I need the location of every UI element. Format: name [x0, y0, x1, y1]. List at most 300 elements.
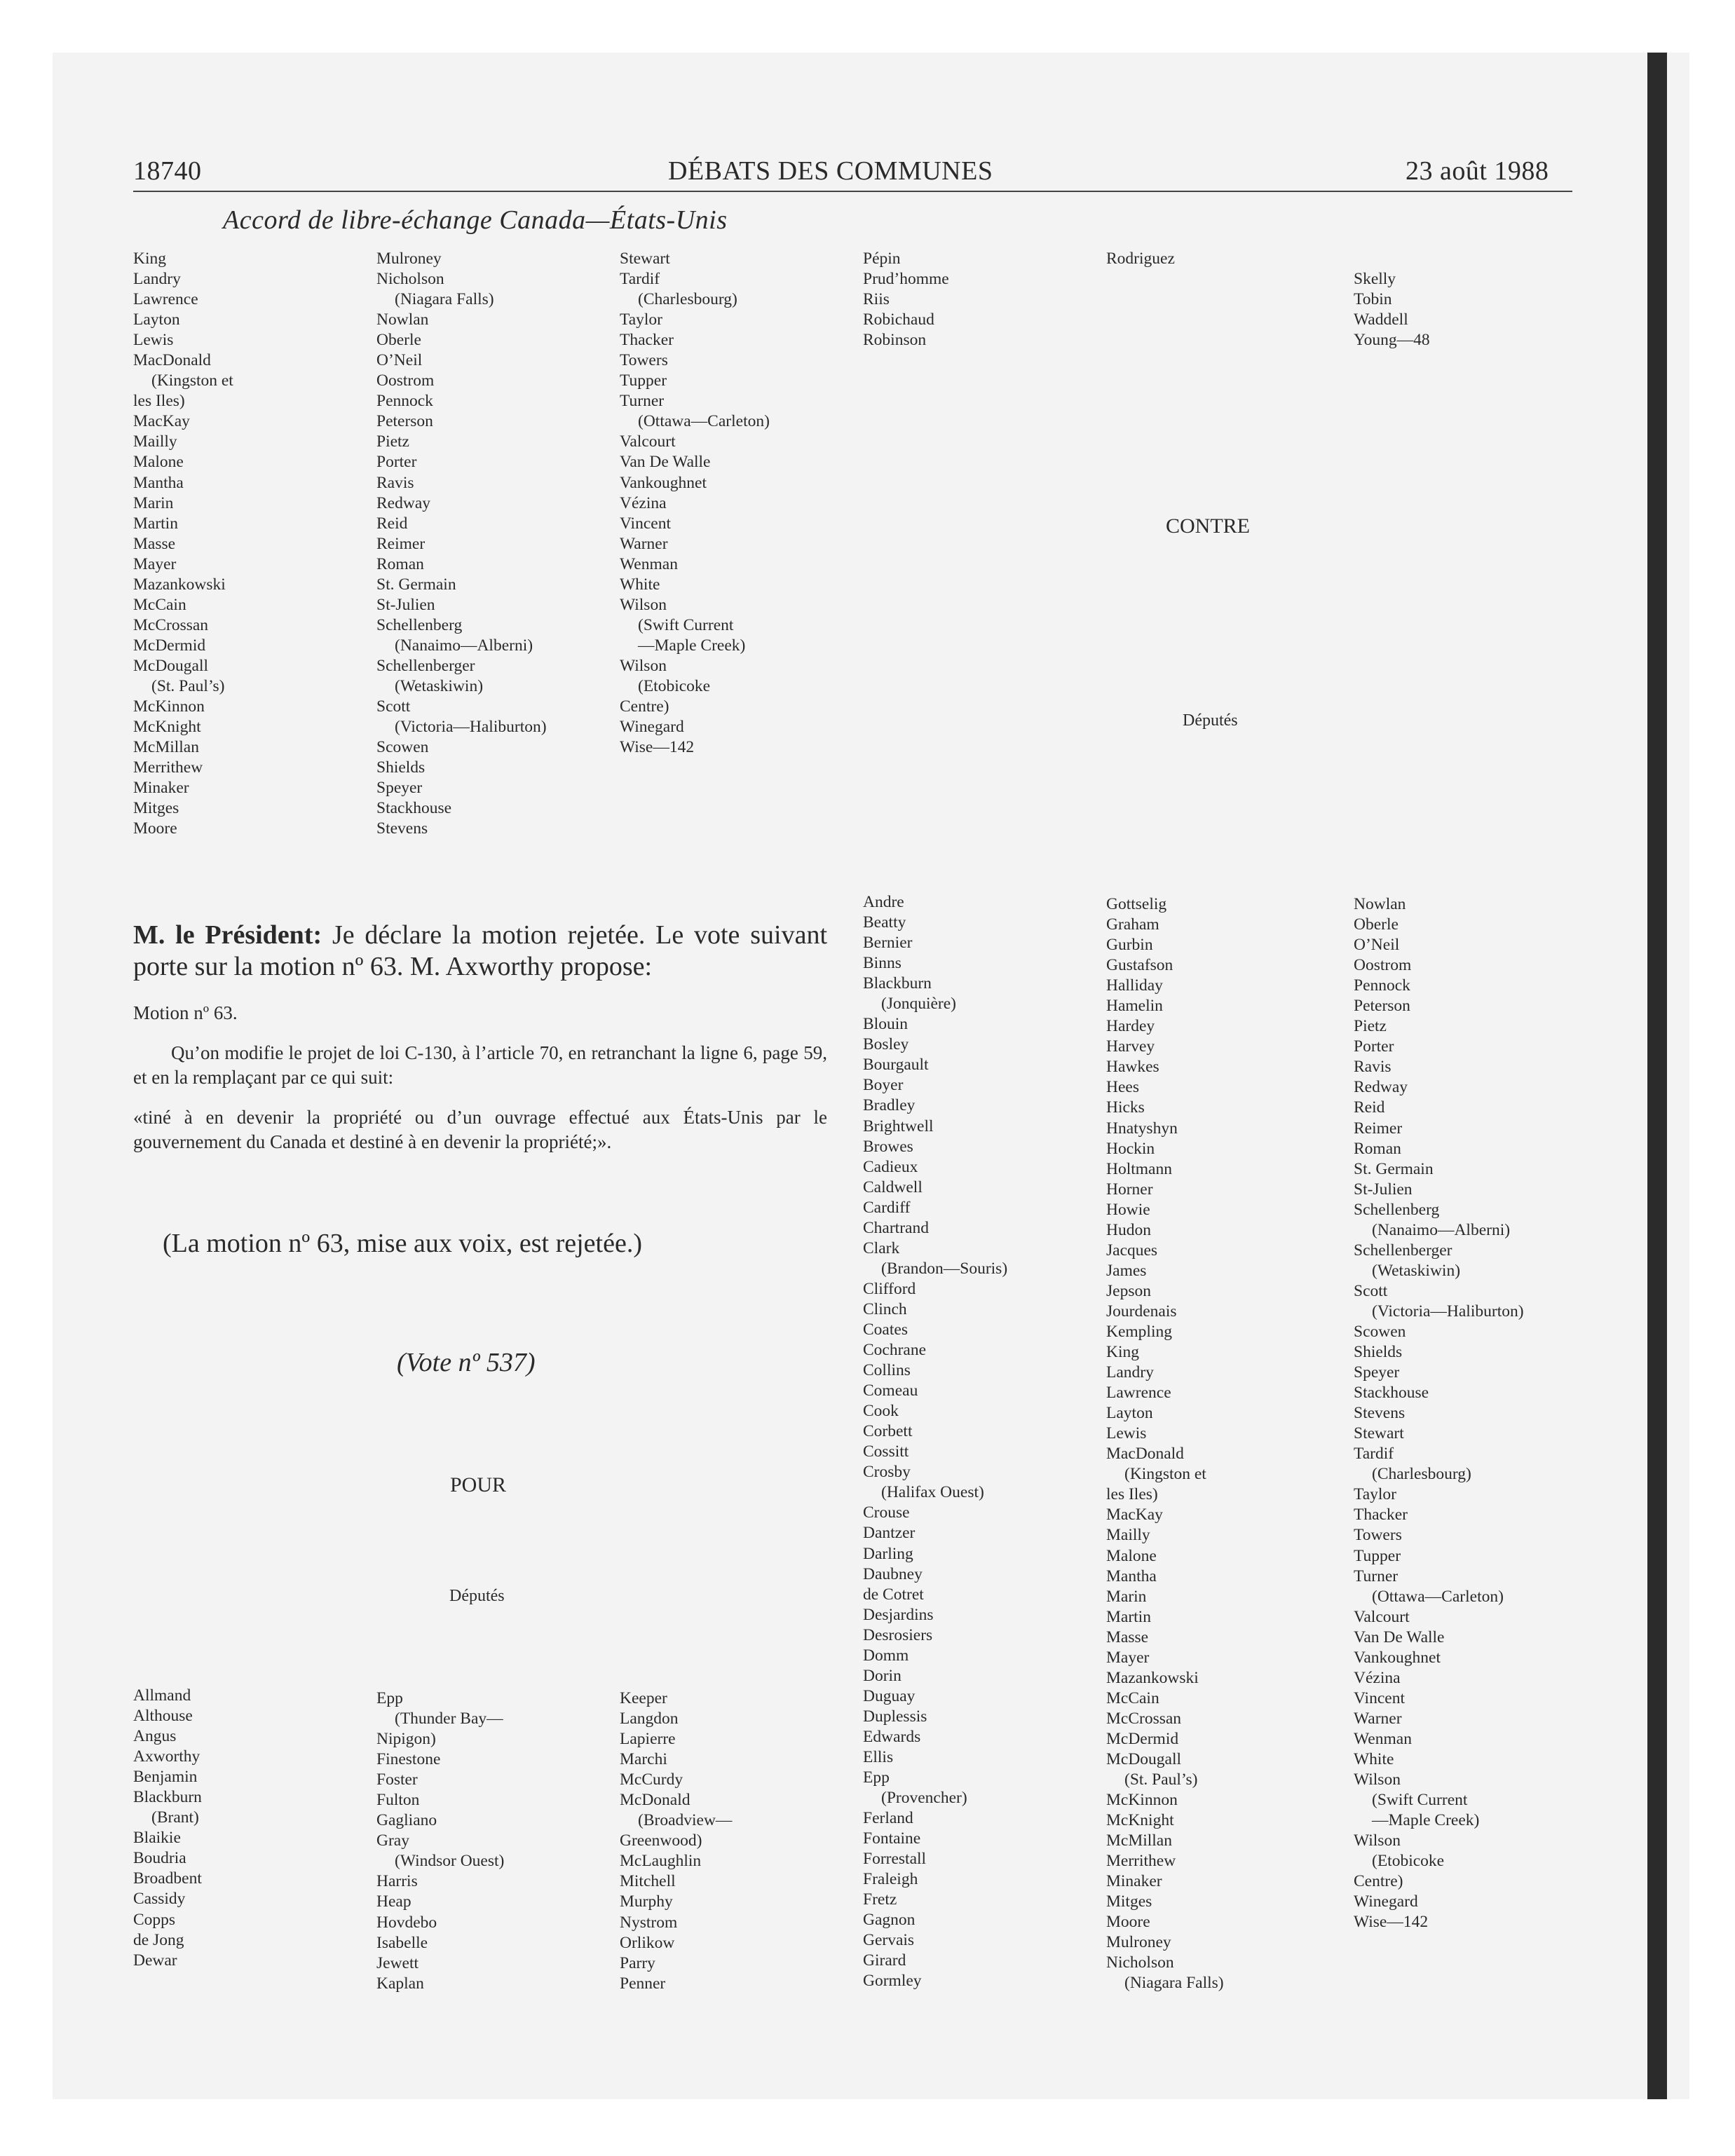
member-name: Mazankowski [133, 575, 226, 594]
member-name: Moore [133, 819, 177, 838]
member-name: Gagnon [863, 1911, 916, 1930]
member-name: Porter [376, 453, 417, 472]
member-name: Bradley [863, 1096, 916, 1115]
speaker-name: M. le Président: [133, 920, 322, 950]
member-name: Rodriguez [1106, 250, 1175, 268]
member-name: Layton [133, 311, 180, 329]
member-name: Langdon [620, 1710, 679, 1728]
member-name: Lewis [133, 331, 174, 350]
member-name: Oostrom [376, 371, 435, 390]
member-name: (Victoria—Haliburton) [1372, 1302, 1524, 1321]
member-name: White [620, 575, 660, 594]
member-name: Blaikie [133, 1829, 181, 1848]
member-name: Schellenberg [376, 615, 463, 634]
member-name: Winegard [1354, 1892, 1418, 1911]
member-name: (Charlesbourg) [1372, 1465, 1471, 1484]
member-name: Fretz [863, 1890, 897, 1909]
member-name: Broadbent [133, 1869, 202, 1888]
scan-edge [1647, 53, 1667, 2099]
member-name: Vincent [620, 514, 671, 533]
name-column [133, 1686, 202, 1971]
member-name: Comeau [863, 1381, 918, 1400]
member-name: Epp [376, 1689, 403, 1707]
member-name: (St. Paul’s) [151, 676, 225, 695]
member-name: Blackburn [133, 1788, 202, 1807]
member-name: Mantha [133, 473, 184, 492]
member-name: Mantha [1106, 1567, 1157, 1585]
member-name: Penner [620, 1974, 666, 1993]
member-name: Clark [863, 1239, 900, 1257]
member-name: Kempling [1106, 1322, 1172, 1341]
name-column [620, 1688, 732, 1994]
member-name: Valcourt [1354, 1607, 1410, 1626]
member-name: Tupper [620, 371, 667, 390]
member-name: Turner [620, 392, 665, 411]
member-name: Scott [1354, 1281, 1388, 1300]
member-name: Gagliano [376, 1811, 437, 1830]
member-name: (Nanaimo—Alberni) [395, 636, 533, 655]
member-name: Harris [376, 1872, 418, 1891]
member-name: Hardey [1106, 1017, 1155, 1036]
member-name: (St. Paul’s) [1124, 1770, 1198, 1789]
member-name: Vézina [1354, 1668, 1401, 1687]
member-name: Vézina [620, 493, 667, 512]
member-name: (Wetaskiwin) [1372, 1261, 1461, 1280]
member-name: Graham [1106, 915, 1159, 934]
member-name: McDonald [620, 1791, 690, 1810]
member-name: Hockin [1106, 1139, 1155, 1158]
member-name: (Charlesbourg) [638, 290, 737, 309]
member-name: Clinch [863, 1299, 907, 1318]
member-name: Duguay [863, 1686, 916, 1705]
member-name: McDougall [133, 656, 209, 675]
member-name: Cossitt [863, 1442, 909, 1461]
member-name: Pennock [1354, 976, 1410, 995]
vote-number: (Vote nº 537) [397, 1348, 536, 1377]
member-name: McMillan [133, 738, 199, 757]
member-name: Mitges [1106, 1892, 1152, 1911]
member-name: Stevens [1354, 1404, 1406, 1423]
member-name: de Cotret [863, 1585, 924, 1604]
page-date: 23 août 1988 [1406, 156, 1549, 186]
member-name: Hamelin [1106, 997, 1163, 1016]
member-name: Horner [1106, 1180, 1153, 1199]
member-name: St-Julien [376, 595, 435, 614]
member-name: Halliday [1106, 976, 1163, 995]
name-column [1106, 249, 1175, 269]
member-name: Oostrom [1354, 956, 1412, 975]
member-name: St. Germain [1354, 1159, 1434, 1178]
member-name: McKnight [133, 718, 201, 737]
member-name: Jacques [1106, 1241, 1158, 1260]
member-name: Pépin [863, 250, 901, 268]
member-name: Bourgault [863, 1056, 929, 1074]
member-name: Cassidy [133, 1890, 186, 1909]
member-name: McCrossan [133, 615, 209, 634]
member-name: (Brant) [151, 1808, 199, 1827]
member-name: Wilson [620, 595, 667, 614]
member-name: MacKay [133, 412, 190, 431]
member-name: Mitchell [620, 1872, 676, 1891]
member-name: Wenman [620, 554, 678, 573]
member-name: Martin [133, 514, 178, 533]
member-name: Brightwell [863, 1117, 934, 1135]
member-name: Towers [1354, 1526, 1402, 1545]
member-name: Hudon [1106, 1220, 1151, 1239]
member-name: King [133, 250, 166, 268]
member-name: Kaplan [376, 1974, 424, 1993]
member-name: Wise—142 [1354, 1913, 1429, 1932]
member-name: Malone [1106, 1546, 1157, 1565]
member-name: Binns [863, 954, 901, 973]
member-name: Hnatyshyn [1106, 1119, 1178, 1138]
member-name: O’Neil [376, 351, 423, 370]
member-name: Coates [863, 1320, 908, 1339]
member-name: Crosby [863, 1463, 911, 1482]
speaker-statement [133, 920, 827, 983]
member-name: Domm [863, 1646, 909, 1665]
member-name: Allmand [133, 1686, 191, 1705]
member-name: Mulroney [376, 250, 442, 268]
member-name: O’Neil [1354, 936, 1400, 955]
member-name: Hees [1106, 1078, 1139, 1097]
member-name: MacKay [1106, 1506, 1163, 1524]
name-column [863, 892, 1007, 1992]
name-column [1106, 894, 1224, 1994]
member-name: Dantzer [863, 1524, 916, 1543]
member-name: McKinnon [1106, 1791, 1178, 1810]
member-name: Andre [863, 893, 904, 911]
name-column [620, 249, 770, 758]
member-name: McDougall [1106, 1749, 1182, 1768]
contre-heading: CONTRE [1166, 514, 1250, 538]
member-name: James [1106, 1261, 1147, 1280]
member-name: Finestone [376, 1750, 441, 1769]
member-name: Mazankowski [1106, 1668, 1199, 1687]
member-name: Minaker [1106, 1872, 1162, 1891]
member-name: White [1354, 1749, 1394, 1768]
member-name: Dewar [133, 1951, 177, 1970]
member-name: Marin [1106, 1587, 1147, 1606]
member-name: Dorin [863, 1666, 901, 1685]
member-name: Vankoughnet [1354, 1648, 1441, 1667]
member-name: Corbett [863, 1422, 913, 1441]
member-name: Waddell [1354, 311, 1408, 329]
member-name: Reid [1354, 1098, 1385, 1117]
member-name: Layton [1106, 1404, 1153, 1423]
member-name: McDermid [133, 636, 206, 655]
member-name: Fulton [376, 1791, 420, 1810]
member-name: Marchi [620, 1750, 667, 1769]
member-name: Shields [1354, 1343, 1403, 1362]
member-name: McLaughlin [620, 1852, 702, 1871]
member-name: Speyer [376, 779, 423, 798]
member-name: (Nanaimo—Alberni) [1372, 1220, 1511, 1239]
member-name: Mailly [133, 432, 177, 451]
member-name: Peterson [376, 412, 433, 431]
member-name: Redway [1354, 1078, 1408, 1097]
member-name: Ellis [863, 1747, 894, 1766]
member-name: Scowen [1354, 1322, 1406, 1341]
member-name: MacDonald [1106, 1445, 1184, 1464]
member-name: Howie [1106, 1200, 1150, 1219]
member-name: Scowen [376, 738, 429, 757]
member-name: Edwards [863, 1727, 921, 1746]
member-name: Young—48 [1354, 331, 1430, 350]
member-name: Thacker [1354, 1506, 1408, 1524]
member-name: Nystrom [620, 1913, 678, 1932]
member-name: Fraleigh [863, 1870, 918, 1889]
motion-paragraph: Qu’on modifie le projet de loi C-130, à l’article 70, en retranchant la ligne 6, page 59, et en la remplaçant par ce qui suit: [133, 1042, 827, 1088]
page-number: 18740 [133, 156, 202, 186]
member-name: Orlikow [620, 1933, 675, 1952]
member-name: McKinnon [133, 697, 205, 716]
member-name: (Windsor Ouest) [395, 1852, 505, 1871]
member-name: (Ottawa—Carleton) [638, 412, 770, 431]
member-name: Martin [1106, 1607, 1151, 1626]
member-name: Lapierre [620, 1730, 676, 1749]
member-name: King [1106, 1343, 1139, 1362]
member-name: Tobin [1354, 290, 1392, 309]
motion-result: (La motion nº 63, mise aux voix, est rejetée.) [163, 1229, 642, 1258]
member-name: (Etobicoke [1372, 1852, 1445, 1871]
publication-title: DÉBATS DES COMMUNES [668, 156, 993, 186]
member-name: Jourdenais [1106, 1302, 1177, 1321]
member-name: Van De Walle [620, 453, 711, 472]
member-name: Mayer [133, 554, 177, 573]
member-name: Caldwell [863, 1178, 923, 1196]
member-name: Pietz [1354, 1017, 1387, 1036]
motion-label: Motion nº 63. [133, 1002, 238, 1023]
member-name: Gray [376, 1831, 409, 1850]
member-name: Boyer [863, 1076, 904, 1095]
member-name: les Iles) [133, 392, 185, 411]
header-rule [133, 191, 1572, 192]
member-name: Greenwood) [620, 1831, 702, 1850]
member-name: (Kingston et [1124, 1465, 1206, 1484]
member-name: Taylor [620, 311, 662, 329]
deputes-heading-2: Députés [449, 1587, 505, 1605]
member-name: Girard [863, 1951, 906, 1970]
member-name: (Thunder Bay— [395, 1710, 503, 1728]
member-name: Mitges [133, 799, 179, 818]
member-name: (Kingston et [151, 371, 233, 390]
member-name: Parry [620, 1953, 655, 1972]
member-name: Lawrence [133, 290, 198, 309]
member-name: Browes [863, 1137, 913, 1156]
member-name: Hovdebo [376, 1913, 437, 1932]
member-name: Chartrand [863, 1218, 929, 1237]
member-name: Forrestall [863, 1850, 927, 1869]
member-name: Wilson [1354, 1770, 1401, 1789]
member-name: Mayer [1106, 1648, 1150, 1667]
member-name: Bernier [863, 934, 913, 953]
member-name: Angus [133, 1727, 177, 1746]
member-name: Stewart [620, 250, 670, 268]
member-name: Vincent [1354, 1688, 1405, 1707]
member-name: Jewett [376, 1953, 419, 1972]
member-name: Daubney [863, 1564, 923, 1583]
member-name: Porter [1354, 1037, 1394, 1056]
deputes-heading: Députés [1183, 711, 1238, 730]
member-name: Lewis [1106, 1424, 1147, 1443]
member-name: Ferland [863, 1809, 913, 1828]
member-name: Bosley [863, 1035, 909, 1054]
name-column [133, 249, 233, 839]
name-column [376, 1688, 504, 1994]
member-name: Centre) [1354, 1872, 1403, 1891]
member-name: (Brandon—Souris) [881, 1259, 1008, 1278]
member-name: Nipigon) [376, 1730, 436, 1749]
member-name: Nowlan [376, 311, 429, 329]
member-name: Althouse [133, 1707, 193, 1726]
member-name: Landry [1106, 1363, 1154, 1382]
member-name: Thacker [620, 331, 674, 350]
member-name: Boudria [133, 1849, 186, 1868]
name-column [376, 249, 547, 839]
member-name: Warner [620, 534, 668, 553]
member-name: McCrossan [1106, 1709, 1182, 1728]
member-name: Schellenberger [376, 656, 475, 675]
member-name: Vankoughnet [620, 473, 707, 492]
member-name: Valcourt [620, 432, 676, 451]
member-name: Nowlan [1354, 895, 1406, 913]
member-name: (Swift Current [1372, 1791, 1468, 1810]
member-name: Darling [863, 1544, 913, 1563]
member-name: Roman [376, 554, 424, 573]
member-name: Holtmann [1106, 1159, 1172, 1178]
member-name: Prud’homme [863, 270, 949, 289]
member-name: Gervais [863, 1931, 915, 1950]
member-name: (Niagara Falls) [1124, 1974, 1224, 1993]
member-name: Gurbin [1106, 936, 1153, 955]
member-name: Tardif [620, 270, 660, 289]
member-name: Winegard [620, 718, 684, 737]
member-name: Merrithew [133, 758, 203, 777]
member-name: Riis [863, 290, 890, 309]
member-name: (Provencher) [881, 1789, 967, 1808]
member-name: Oberle [376, 331, 421, 350]
pour-heading: POUR [450, 1473, 507, 1496]
member-name: Schellenberg [1354, 1200, 1440, 1219]
member-name: Reimer [376, 534, 426, 553]
member-name: Tardif [1354, 1445, 1394, 1464]
name-column [863, 249, 949, 350]
member-name: Mulroney [1106, 1933, 1171, 1952]
section-subtitle: Accord de libre-échange Canada—États-Unis [223, 205, 728, 235]
name-column [1354, 894, 1524, 1932]
member-name: (Swift Current [638, 615, 734, 634]
member-name: Centre) [620, 697, 669, 716]
member-name: Stewart [1354, 1424, 1404, 1443]
member-name: Desjardins [863, 1605, 934, 1624]
member-name: Van De Walle [1354, 1628, 1445, 1646]
member-name: (Broadview— [638, 1811, 733, 1830]
member-name: Turner [1354, 1567, 1399, 1585]
member-name: —Maple Creek) [1372, 1811, 1480, 1830]
member-name: Axworthy [133, 1747, 200, 1766]
member-name: (Etobicoke [638, 676, 711, 695]
member-name: Gormley [863, 1972, 922, 1991]
member-name: Keeper [620, 1689, 667, 1707]
member-name: Blackburn [863, 974, 932, 993]
member-name: Cochrane [863, 1341, 927, 1360]
member-name: McCain [1106, 1688, 1159, 1707]
member-name: Foster [376, 1770, 418, 1789]
member-name: Clifford [863, 1279, 916, 1298]
member-name: (Ottawa—Carleton) [1372, 1587, 1504, 1606]
member-name: Merrithew [1106, 1852, 1176, 1871]
member-name: Mailly [1106, 1526, 1150, 1545]
name-column [1354, 269, 1430, 350]
motion-amendment-text: «tiné à en devenir la propriété ou d’un ouvrage effectué aux États-Unis par le gouvernement du Canada et destiné à en devenir la propriété;». [133, 1107, 827, 1152]
member-name: Schellenberger [1354, 1241, 1452, 1260]
member-name: Nicholson [1106, 1953, 1174, 1972]
member-name: les Iles) [1106, 1485, 1158, 1504]
member-name: Harvey [1106, 1037, 1155, 1056]
member-name: Cardiff [863, 1198, 911, 1217]
member-name: McCain [133, 595, 186, 614]
member-name: Pennock [376, 392, 433, 411]
speaker-text: Je déclare la motion rejetée. Le vote suivant porte sur la motion nº 63. M. Axworthy propose: [133, 920, 827, 981]
member-name: Hawkes [1106, 1058, 1159, 1077]
member-name: Speyer [1354, 1363, 1400, 1382]
member-name: Malone [133, 453, 184, 472]
member-name: Reid [376, 514, 408, 533]
member-name: Beatty [863, 913, 906, 932]
member-name: Nicholson [376, 270, 444, 289]
member-name: Gustafson [1106, 956, 1173, 975]
member-name: Lawrence [1106, 1384, 1171, 1403]
member-name: (Victoria—Haliburton) [395, 718, 547, 737]
member-name: Desrosiers [863, 1625, 933, 1644]
member-name: St-Julien [1354, 1180, 1413, 1199]
member-name: Scott [376, 697, 411, 716]
member-name: (Niagara Falls) [395, 290, 494, 309]
member-name: Shields [376, 758, 426, 777]
member-name: Benjamin [133, 1768, 198, 1787]
member-name: Roman [1354, 1139, 1401, 1158]
member-name: MacDonald [133, 351, 211, 370]
member-name: Stevens [376, 819, 428, 838]
member-name: de Jong [133, 1930, 184, 1949]
member-name: Peterson [1354, 997, 1410, 1016]
member-name: Robichaud [863, 311, 934, 329]
member-name: Heap [376, 1892, 411, 1911]
member-name: Reimer [1354, 1119, 1403, 1138]
member-name: McCurdy [620, 1770, 683, 1789]
member-name: Wilson [620, 656, 667, 675]
member-name: Isabelle [376, 1933, 428, 1952]
member-name: Wenman [1354, 1729, 1412, 1748]
member-name: Pietz [376, 432, 409, 451]
member-name: Jepson [1106, 1281, 1151, 1300]
member-name: Duplessis [863, 1707, 927, 1726]
member-name: Cadieux [863, 1157, 918, 1176]
member-name: Blouin [863, 1015, 908, 1034]
member-name: Marin [133, 493, 174, 512]
member-name: McKnight [1106, 1811, 1174, 1830]
member-name: Epp [863, 1768, 890, 1787]
member-name: Stackhouse [376, 799, 452, 818]
member-name: (Halifax Ouest) [881, 1483, 984, 1502]
member-name: (Jonquière) [881, 995, 957, 1014]
member-name: Murphy [620, 1892, 673, 1911]
member-name: Towers [620, 351, 668, 370]
member-name: Ravis [376, 473, 414, 492]
member-name: McDermid [1106, 1729, 1179, 1748]
member-name: —Maple Creek) [638, 636, 746, 655]
